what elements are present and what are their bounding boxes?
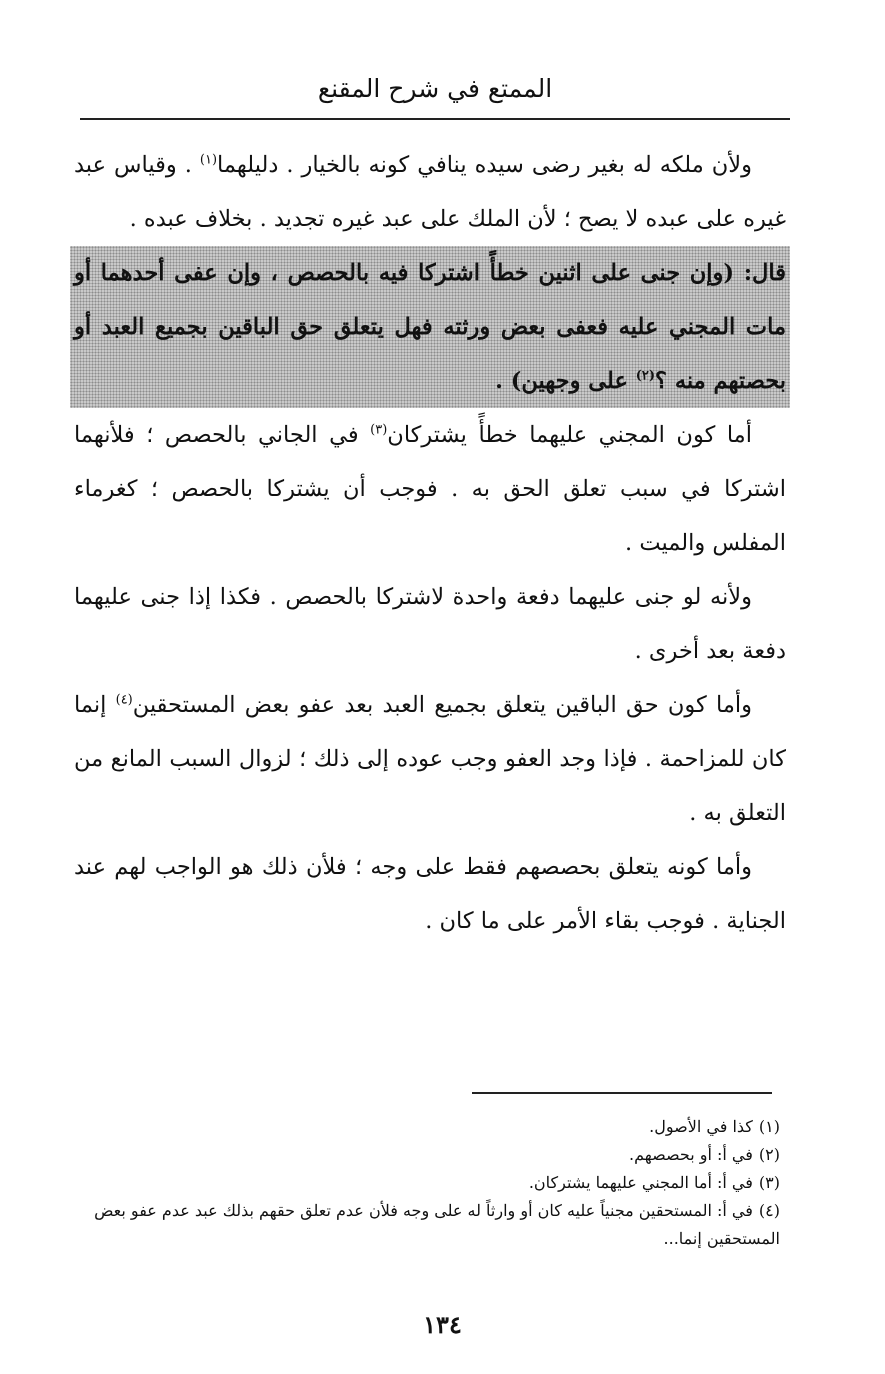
paragraph-1-text-a: ولأن ملكه له بغير رضى سيده ينافي كونه بالخيار . دليلهما	[217, 152, 752, 178]
footnote-1	[58, 1113, 780, 1141]
paragraph-1-text-b: . وقياس عبد غيره على عبده لا يصح ؛ لأن الملك على عبد غيره تجديد . بخلاف عبده .	[74, 152, 786, 232]
matn-quote-text-b: على وجهين) .	[495, 368, 636, 394]
footnote-ref-1[interactable]: (١)	[199, 152, 218, 168]
footnotes	[58, 1113, 780, 1253]
footnote-ref-4[interactable]: (٤)	[115, 692, 133, 708]
footnote-4	[58, 1197, 780, 1253]
paragraph-3-text-a: أما كون المجني عليهما خطأً يشتركان	[387, 422, 752, 448]
paragraph-1	[74, 138, 786, 246]
paragraph-5	[74, 678, 786, 840]
main-text	[74, 138, 786, 948]
footnote-3	[58, 1169, 780, 1197]
header-rule	[80, 118, 790, 120]
footnote-text: في أ: أما المجني عليهما يشتركان.	[528, 1173, 753, 1192]
paragraph-6: وأما كونه يتعلق بحصصهم فقط على وجه ؛ فلأن ذلك هو الواجب لهم عند الجناية . فوجب بقاء الأمر على ما كان .	[74, 854, 786, 934]
paragraph-3	[74, 408, 786, 570]
matn-quote-text-a: قال: (وإن جنى على اثنين خطأً اشتركا فيه بالحصص ، وإن عفى أحدهما أو مات المجني عليه فعفى بعض ورثته فهل يتعلق حق الباقين بجميع العبد أو بحصتهم منه ؟	[74, 260, 786, 394]
page-number: ١٣٤	[423, 1310, 462, 1339]
matn-quote-text	[74, 246, 786, 408]
footnote-rule	[472, 1092, 772, 1094]
footnote-number: (٣)	[758, 1173, 780, 1192]
footnote-text: في أ: أو بحصصهم.	[629, 1145, 753, 1164]
footnote-text: في أ: المستحقين مجنياً عليه كان أو وارثاً له على وجه فلأن عدم تعلق حقهم بذلك عبد عدم عفو بعض المستحقين إنما...	[94, 1201, 780, 1248]
footnote-ref-2[interactable]: (٢)	[635, 368, 656, 384]
footnote-number: (١)	[758, 1117, 780, 1136]
footnote-ref-3[interactable]: (٣)	[370, 422, 388, 438]
footnote-2	[58, 1141, 780, 1169]
paragraph-3-text-b: في الجاني بالحصص ؛ فلأنهما اشتركا في سبب تعلق الحق به . فوجب أن يشتركا بالحصص ؛ كغرماء المفلس والميت .	[74, 422, 786, 556]
footnote-number: (٤)	[758, 1201, 780, 1220]
paragraph-5-text-a: وأما كون حق الباقين يتعلق بجميع العبد بعد عفو بعض المستحقين	[132, 692, 752, 718]
footnote-text: كذا في الأصول.	[649, 1117, 753, 1136]
paragraph-5-text-b: إنما كان للمزاحمة . فإذا وجد العفو وجب عوده إلى ذلك ؛ لزوال السبب المانع من التعلق به .	[74, 692, 786, 826]
matn-quote-block	[70, 246, 790, 408]
running-header: الممتع في شرح المقنع	[317, 74, 553, 103]
footnote-number: (٢)	[758, 1145, 780, 1164]
paragraph-4: ولأنه لو جنى عليهما دفعة واحدة لاشتركا بالحصص . فكذا إذا جنى عليهما دفعة بعد أخرى .	[74, 584, 786, 664]
